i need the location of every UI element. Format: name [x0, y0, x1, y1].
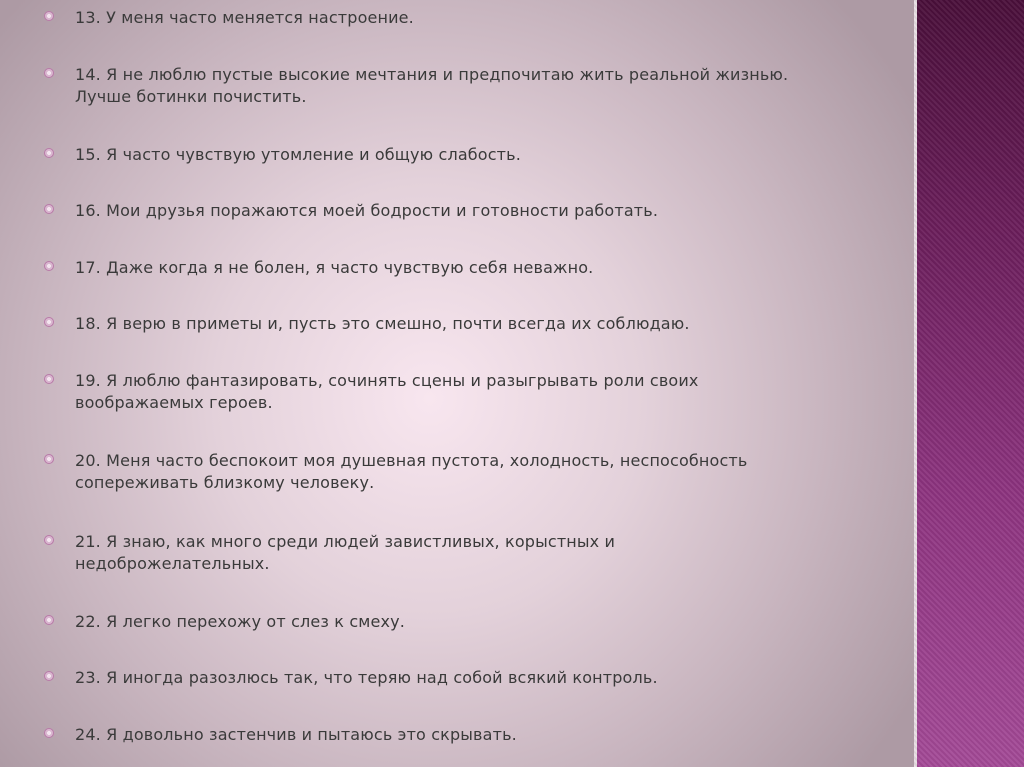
item-text: 23. Я иногда разозлюсь так, что теряю над собой всякий контроль.: [75, 668, 658, 687]
bullet-icon: [44, 728, 54, 738]
item-text: 15. Я часто чувствую утомление и общую слабость.: [75, 145, 521, 164]
list-item: [44, 531, 894, 575]
list-item: [44, 7, 894, 29]
bullet-icon: [44, 535, 54, 545]
list-item: [44, 313, 894, 335]
list-item: [44, 450, 894, 494]
item-text: 21. Я знаю, как много среди людей завистливых, корыстных и недоброжелательных.: [75, 532, 616, 573]
list-item: [44, 257, 894, 279]
list-item: [44, 611, 894, 633]
item-text: 22. Я легко перехожу от слез к смеху.: [75, 612, 405, 631]
item-text: 17. Даже когда я не болен, я часто чувствую себя неважно.: [75, 258, 594, 277]
list-item: [44, 144, 894, 166]
bullet-icon: [44, 317, 54, 327]
item-text: 19. Я люблю фантазировать, сочинять сцены и разыгрывать роли своих воображаемых героев.: [75, 371, 699, 412]
list-item: [44, 64, 894, 108]
bullet-icon: [44, 148, 54, 158]
bullet-icon: [44, 68, 54, 78]
bullet-icon: [44, 204, 54, 214]
bullet-icon: [44, 261, 54, 271]
list-item: [44, 724, 894, 746]
bullet-icon: [44, 454, 54, 464]
bullet-icon: [44, 11, 54, 21]
item-text: 18. Я верю в приметы и, пусть это смешно, почти всегда их соблюдаю.: [75, 314, 690, 333]
bullet-icon: [44, 615, 54, 625]
item-text: 13. У меня часто меняется настроение.: [75, 8, 414, 27]
list-item: [44, 667, 894, 689]
list-item: [44, 200, 894, 222]
bullet-icon: [44, 374, 54, 384]
list-item: [44, 370, 894, 414]
item-text: 24. Я довольно застенчив и пытаюсь это скрывать.: [75, 725, 517, 744]
item-text: 16. Мои друзья поражаются моей бодрости и готовности работать.: [75, 201, 659, 220]
decorative-side-band: [914, 0, 1024, 767]
bullet-icon: [44, 671, 54, 681]
item-text: 20. Меня часто беспокоит моя душевная пустота, холодность, неспособность сопереживать близкому человеку.: [75, 451, 748, 492]
item-text: 14. Я не люблю пустые высокие мечтания и предпочитаю жить реальной жизнью. Лучше ботинки почистить.: [75, 65, 789, 106]
